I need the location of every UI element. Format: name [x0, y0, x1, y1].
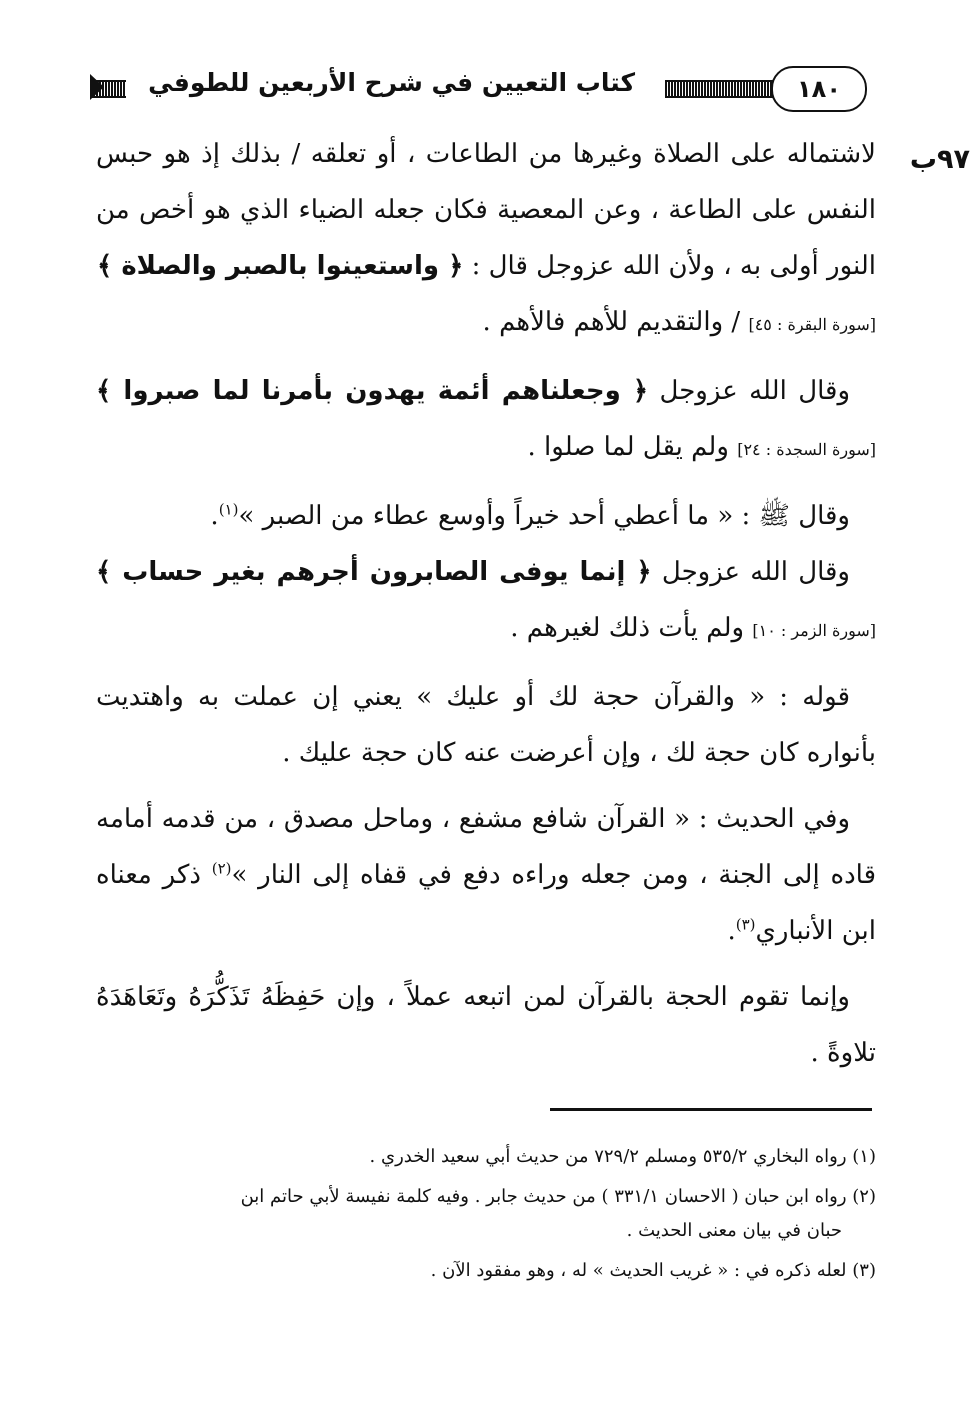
quran-quote: ﴿ وجعلناهم أئمة يهدون بأمرنا لما صبروا ﴾: [96, 376, 649, 406]
book-title: كتاب التعيين في شرح الأربعين للطوفي: [148, 68, 635, 97]
footnotes: [104, 1140, 876, 1294]
paragraph: وإنما تقوم الحجة بالقرآن لمن اتبعه عملاً ، وإن حَفِظَهُ تَذَكُّرَهُ وتَعَاهَدَهُ تلاوةً .: [96, 982, 876, 1068]
paragraph: لاشتماله على الصلاة وغيرها من الطاعات ، أو تعلقه / بذلك إذ هو حبس النفس على الطاعة ، وعن المعصية فكان جعله الضياء الذي هو أخص من النور أولى به ، ولأن الله عزوجل قال : ﴿ واستعينوا بالصبر والصلاة ﴾ [سورة البقرة : ٤٥] / والتقديم للأهم فالأهم .: [96, 139, 876, 337]
footnote: (٣) لعله ذكره في : « غريب الحديث » له ، وهو مفقود الآن .: [430, 1260, 876, 1281]
paragraph: قوله : « والقرآن حجة لك أو عليك » يعني إن عملت به واهتديت بأنواره كان حجة لك ، وإن أعرضت عنه كان حجة عليك .: [96, 682, 876, 768]
page-header: [90, 62, 875, 112]
footnote-marker: (١): [218, 500, 239, 519]
main-text: [96, 126, 876, 1081]
quran-quote: ﴿ إنما يوفى الصابرون أجرهم بغير حساب ﴾: [96, 557, 652, 587]
footnote: (١) رواه البخاري ٥٣٥/٢ ومسلم ٧٢٩/٢ من حديث أبي سعيد الخدري .: [369, 1146, 876, 1167]
paragraph: وقال ﷺ : « ما أعطي أحد خيراً وأوسع عطاء من الصبر »$^{(١)}$.: [210, 500, 850, 531]
surah-reference: [سورة البقرة : ٤٥]: [748, 315, 876, 334]
manuscript-folio-note: ٩٧ب: [909, 144, 970, 175]
header-ornament-right: [665, 80, 775, 98]
footnote: (٢) رواه ابن حبان ( الاحسان ٣٣١/١ ) من حديث جابر . وفيه كلمة نفيسة لأبي حاتم ابن: [240, 1186, 876, 1207]
footnote-marker: (٣): [735, 915, 756, 934]
page-number: ١٨٠: [771, 66, 867, 112]
surah-reference: [سورة السجدة : ٢٤]: [737, 440, 876, 459]
quran-quote: ﴿ واستعينوا بالصبر والصلاة ﴾: [97, 251, 464, 281]
surah-reference: [سورة الزمر : ١٠]: [752, 621, 876, 640]
paragraph: وقال الله عزوجل ﴿ وجعلناهم أئمة يهدون بأمرنا لما صبروا ﴾ [سورة السجدة : ٢٤] ولم يقل لما صلوا .: [96, 376, 876, 462]
paragraph: وفي الحديث : « القرآن شافع مشفع ، وماحل مصدق ، من قدمه أمامه قاده إلى الجنة ، ومن جعله وراءه دفع في قفاه إلى النار »$^{(٢)}$ ذكر معناه ابن الأنباري$^{(٣)}$.: [96, 804, 877, 946]
paragraph: وقال الله عزوجل ﴿ إنما يوفى الصابرون أجرهم بغير حساب ﴾ [سورة الزمر : ١٠] ولم يأت ذلك لغيرهم .: [96, 557, 876, 643]
header-ornament-arrow: [90, 74, 104, 100]
footnote-separator: [550, 1108, 872, 1111]
footnote-continuation: حبان في بيان معنى الحديث .: [626, 1220, 842, 1241]
footnote-marker: (٢): [211, 859, 232, 878]
